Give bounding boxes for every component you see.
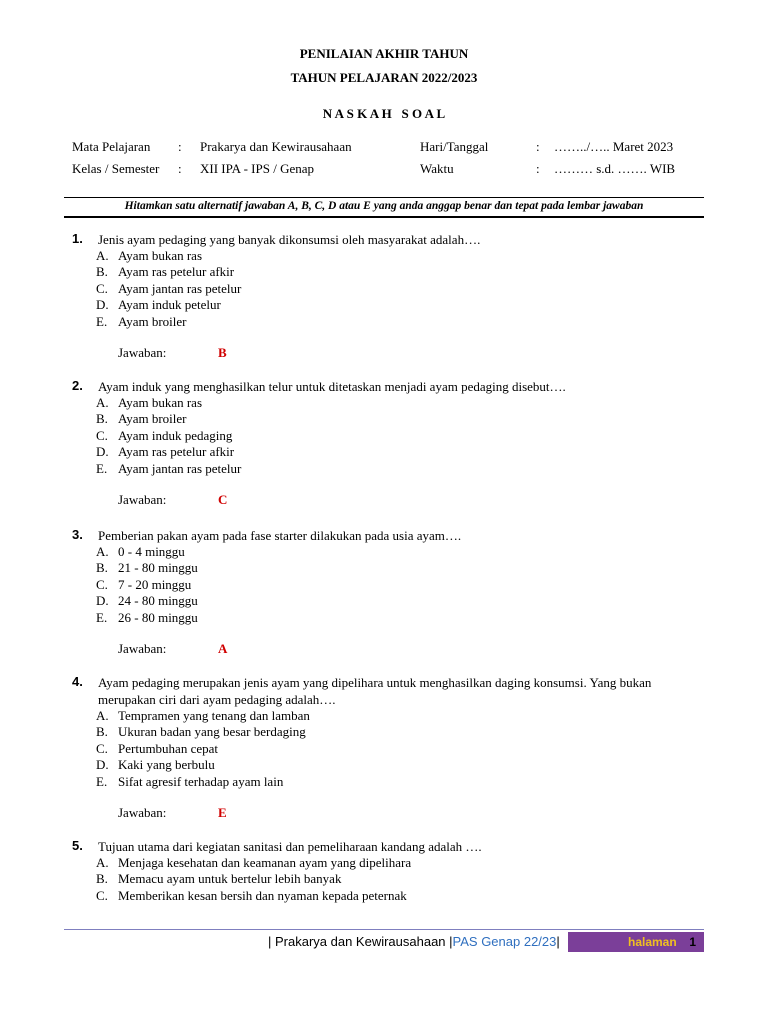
- option-text: Ayam ras petelur afkir: [118, 264, 235, 279]
- exam-title: PENILAIAN AKHIR TAHUN: [299, 46, 469, 61]
- option-text: 24 - 80 minggu: [118, 593, 198, 608]
- option-letter: A.: [96, 855, 109, 870]
- date-label: Hari/Tanggal: [420, 139, 489, 154]
- question-number: 3.: [72, 527, 83, 542]
- footer-separator: |: [556, 934, 560, 949]
- date-value: ……../….. Maret 2023: [554, 139, 674, 154]
- answer-row: [118, 641, 228, 657]
- page-number-box: [568, 932, 704, 952]
- footer-exam-code: PAS Genap 22/23: [452, 934, 557, 949]
- class-separator: :: [178, 161, 182, 176]
- footer-divider: [64, 929, 704, 930]
- option-text: Ayam induk pedaging: [118, 428, 233, 443]
- option-letter: B.: [96, 411, 108, 426]
- page-number: 1: [689, 935, 696, 949]
- option-letter: E.: [96, 314, 108, 329]
- option-text: 26 - 80 minggu: [118, 610, 198, 625]
- option-letter: B.: [96, 560, 108, 575]
- option-text: Ayam broiler: [118, 314, 187, 329]
- option-text: 0 - 4 minggu: [118, 544, 185, 559]
- answer-row: [118, 805, 227, 821]
- option-text: 7 - 20 minggu: [118, 577, 192, 592]
- option-letter: A.: [96, 708, 109, 723]
- option-letter: A.: [96, 248, 109, 263]
- footer-subject: | Prakarya dan Kewirausahaan |: [268, 934, 453, 949]
- option-letter: C.: [96, 428, 108, 443]
- option-text: Sifat agresif terhadap ayam lain: [118, 774, 284, 789]
- option-text: Memberikan kesan bersih dan nyaman kepada peternak: [118, 888, 407, 903]
- academic-year: TAHUN PELAJARAN 2022/2023: [290, 70, 478, 85]
- option-text: Ayam jantan ras petelur: [118, 461, 242, 476]
- question-text: Pemberian pakan ayam pada fase starter dilakukan pada usia ayam….: [98, 528, 462, 543]
- option-letter: D.: [96, 444, 109, 459]
- option-letter: C.: [96, 888, 108, 903]
- option-letter: C.: [96, 577, 108, 592]
- answer-row: [118, 345, 227, 361]
- instruction-text: Hitamkan satu alternatif jawaban A, B, C, D atau E yang anda anggap benar dan tepat pada lembar jawaban: [64, 197, 704, 218]
- option-letter: D.: [96, 297, 109, 312]
- answer-row: [118, 492, 228, 508]
- answer-key: B: [218, 345, 227, 360]
- question-text: Ayam pedaging merupakan jenis ayam yang dipelihara untuk menghasilkan daging konsumsi. Yang bukan merupakan ciri dari ayam pedaging adalah….: [98, 675, 652, 707]
- answer-label: Jawaban:: [118, 641, 167, 656]
- option-text: Tempramen yang tenang dan lamban: [118, 708, 310, 723]
- option-text: Kaki yang berbulu: [118, 757, 215, 772]
- option-letter: D.: [96, 757, 109, 772]
- subject-label: Mata Pelajaran: [72, 139, 151, 154]
- class-value: XII IPA - IPS / Genap: [200, 161, 314, 176]
- option-letter: C.: [96, 281, 108, 296]
- option-text: Pertumbuhan cepat: [118, 741, 218, 756]
- option-text: Ayam bukan ras: [118, 248, 203, 263]
- question-text: Jenis ayam pedaging yang banyak dikonsumsi oleh masyarakat adalah….: [98, 232, 481, 247]
- answer-label: Jawaban:: [118, 492, 167, 507]
- subject-value: Prakarya dan Kewirausahaan: [200, 139, 352, 154]
- answer-key: E: [218, 805, 227, 820]
- option-text: Ayam bukan ras: [118, 395, 203, 410]
- question-text: Ayam induk yang menghasilkan telur untuk ditetaskan menjadi ayam pedaging disebut….: [98, 379, 566, 394]
- option-text: Ayam jantan ras petelur: [118, 281, 242, 296]
- document-heading: N A S K A H S O A L: [322, 106, 446, 121]
- option-letter: B.: [96, 724, 108, 739]
- option-text: Menjaga kesehatan dan keamanan ayam yang dipelihara: [118, 855, 412, 870]
- time-separator: :: [536, 161, 540, 176]
- page-label: halaman: [628, 935, 677, 949]
- question-text: Tujuan utama dari kegiatan sanitasi dan pemeliharaan kandang adalah ….: [98, 839, 482, 854]
- footer-text: [268, 932, 560, 952]
- option-letter: A.: [96, 544, 109, 559]
- option-letter: E.: [96, 610, 108, 625]
- subject-separator: :: [178, 139, 182, 154]
- class-label: Kelas / Semester: [72, 161, 160, 176]
- question-number: 5.: [72, 838, 83, 853]
- option-text: 21 - 80 minggu: [118, 560, 198, 575]
- answer-key: A: [218, 641, 228, 656]
- option-letter: B.: [96, 871, 108, 886]
- option-letter: E.: [96, 774, 108, 789]
- answer-label: Jawaban:: [118, 345, 167, 360]
- option-text: Ukuran badan yang besar berdaging: [118, 724, 306, 739]
- question-number: 1.: [72, 231, 83, 246]
- answer-key: C: [218, 492, 228, 507]
- option-letter: C.: [96, 741, 108, 756]
- answer-label: Jawaban:: [118, 805, 167, 820]
- option-letter: D.: [96, 593, 109, 608]
- time-value: ……… s.d. ……. WIB: [554, 161, 676, 176]
- time-label: Waktu: [420, 161, 454, 176]
- option-letter: B.: [96, 264, 108, 279]
- option-text: Memacu ayam untuk bertelur lebih banyak: [118, 871, 342, 886]
- option-text: Ayam induk petelur: [118, 297, 221, 312]
- question-number: 4.: [72, 674, 83, 689]
- option-text: Ayam ras petelur afkir: [118, 444, 235, 459]
- date-separator: :: [536, 139, 540, 154]
- option-letter: A.: [96, 395, 109, 410]
- option-text: Ayam broiler: [118, 411, 187, 426]
- question-number: 2.: [72, 378, 83, 393]
- option-letter: E.: [96, 461, 108, 476]
